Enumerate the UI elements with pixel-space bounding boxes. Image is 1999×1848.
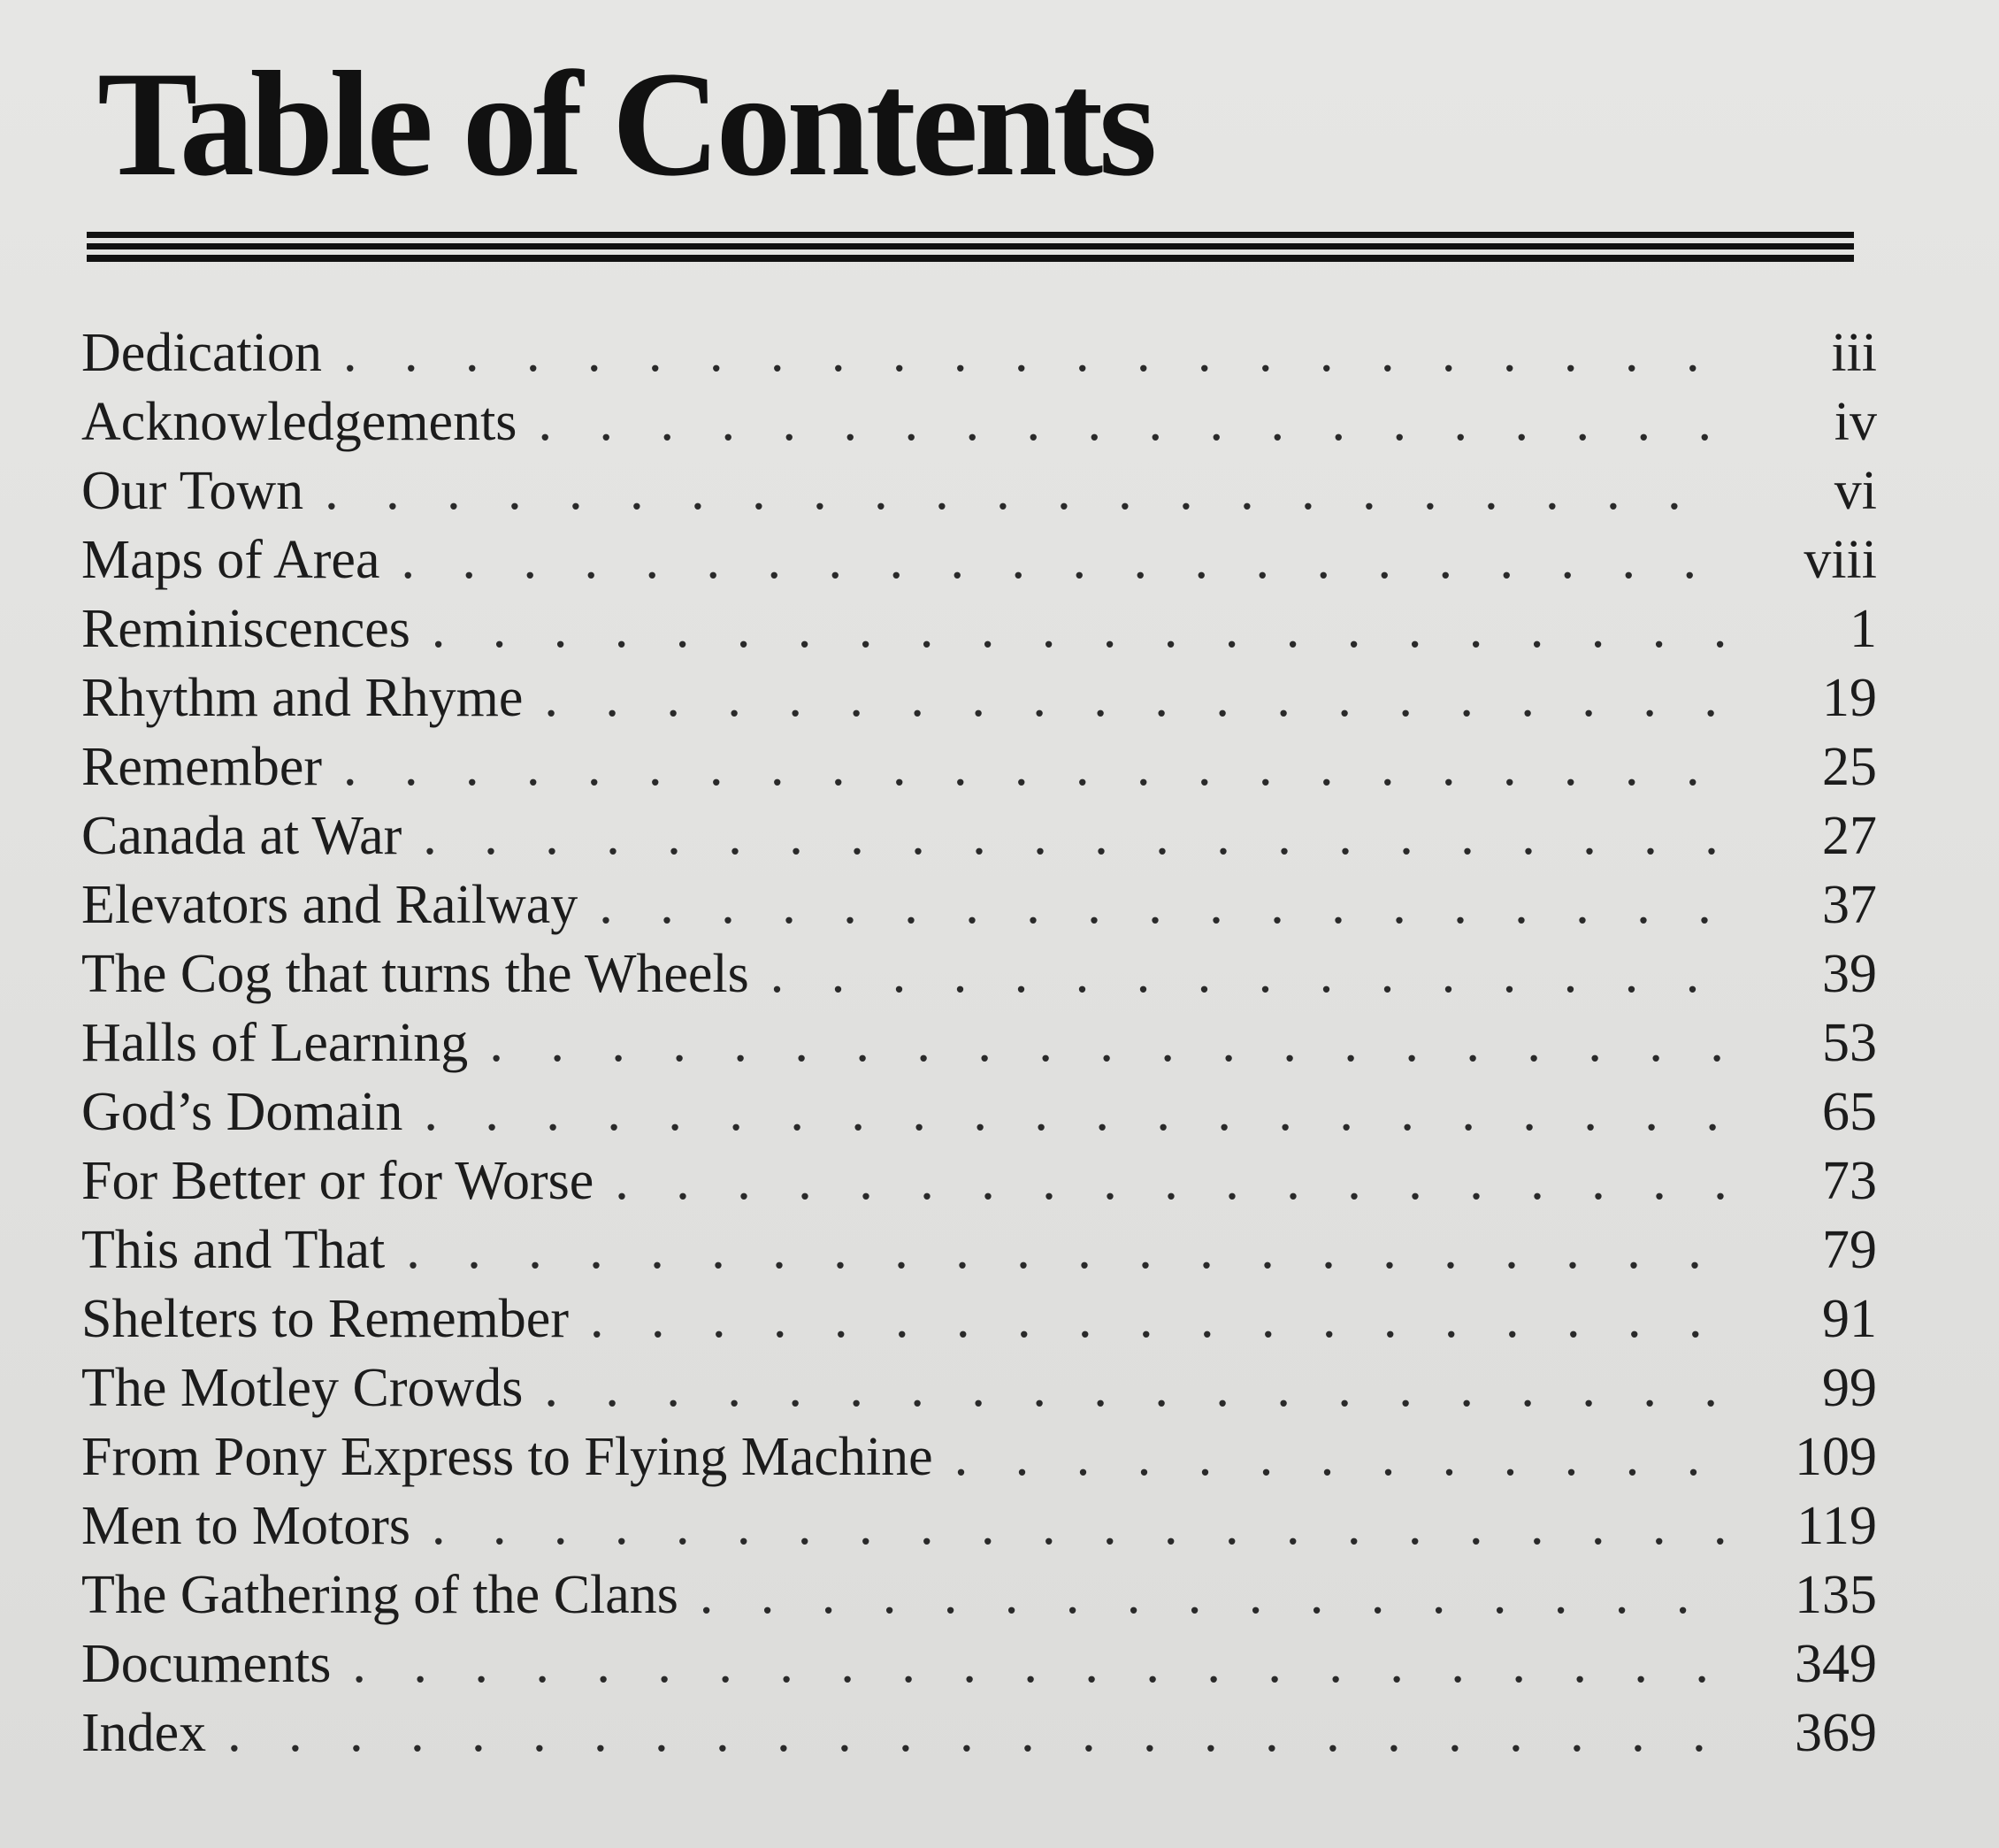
toc-entry-page: 99 [1822,1358,1877,1418]
toc-entry-reminiscences[interactable] [81,594,1877,663]
toc-entry-title: Documents [81,1634,332,1694]
dot-leader [489,1008,1727,1077]
dot-leader [343,318,1727,387]
dot-leader [599,870,1727,939]
toc-entry-title: Maps of Area [81,530,380,590]
toc-entry-title: Halls of Learning [81,1013,469,1073]
toc-entry-page: 135 [1795,1565,1877,1625]
toc-entry-title: Our Town [81,461,304,521]
toc-entry-rhythm-and-rhyme[interactable] [81,663,1877,732]
toc-entry-title: The Motley Crowds [81,1358,524,1418]
toc-entry-page: 27 [1822,806,1877,866]
toc-entry-page: vi [1834,461,1877,521]
dot-leader [423,801,1727,870]
dot-leader [615,1146,1727,1215]
toc-entry-title: God’s Domain [81,1082,403,1142]
toc-entry-canada-at-war[interactable] [81,801,1877,870]
dot-leader [325,456,1727,525]
toc-entry-motley-crowds[interactable] [81,1353,1877,1422]
toc-entry-this-and-that[interactable] [81,1215,1877,1284]
dot-leader [544,1353,1727,1422]
toc-entry-elevators-and-railway[interactable] [81,870,1877,939]
dot-leader [401,525,1727,594]
toc-entry-page: iv [1834,392,1877,452]
toc-entry-dedication[interactable] [81,318,1877,387]
toc-entry-page: viii [1804,530,1877,590]
page-title: Table of Contents [97,41,1153,207]
toc-entry-cog-that-turns-the-wheels[interactable] [81,939,1877,1008]
toc-entry-acknowledgements[interactable] [81,387,1877,456]
toc-entry-our-town[interactable] [81,456,1877,525]
dot-leader [538,387,1727,456]
toc-entry-title: Canada at War [81,806,402,866]
toc-entry-title: Reminiscences [81,599,410,659]
dot-leader [544,663,1727,732]
toc-entry-page: 65 [1822,1082,1877,1142]
toc-entry-title: Acknowledgements [81,392,517,452]
dot-leader [227,1698,1727,1767]
toc-entry-gods-domain[interactable] [81,1077,1877,1146]
toc-entry-for-better-or-for-worse[interactable] [81,1146,1877,1215]
toc-entry-title: Elevators and Railway [81,875,578,935]
toc-entry-page: 79 [1822,1220,1877,1280]
toc-entry-title: Shelters to Remember [81,1289,569,1349]
toc-entry-halls-of-learning[interactable] [81,1008,1877,1077]
toc-entry-index[interactable] [81,1698,1877,1767]
toc-entry-title: Index [81,1703,207,1763]
toc-entry-title: Dedication [81,323,323,383]
toc-entry-page: 73 [1822,1151,1877,1211]
toc-entry-page: 349 [1795,1634,1877,1694]
toc-entry-title: The Gathering of the Clans [81,1565,678,1625]
dot-leader [343,732,1727,801]
toc-entry-gathering-of-the-clans[interactable] [81,1560,1877,1629]
toc-entry-page: 39 [1822,944,1877,1004]
toc-entry-page: iii [1831,323,1877,383]
toc-entry-pony-express-to-flying-machine[interactable] [81,1422,1877,1491]
toc-entry-page: 119 [1796,1496,1877,1556]
toc-entry-title: The Cog that turns the Wheels [81,944,749,1004]
rule-line [87,232,1854,238]
toc-list [81,318,1877,1767]
toc-entry-page: 53 [1822,1013,1877,1073]
toc-entry-title: Remember [81,737,323,797]
title-underline-rules [87,232,1854,264]
dot-leader [432,594,1727,663]
toc-entry-title: This and That [81,1220,386,1280]
toc-entry-page: 19 [1822,668,1877,728]
dot-leader [432,1491,1727,1560]
toc-entry-page: 37 [1822,875,1877,935]
toc-entry-page: 91 [1822,1289,1877,1349]
toc-entry-page: 1 [1850,599,1877,659]
rule-line [87,255,1854,262]
dot-leader [770,939,1727,1008]
toc-entry-title: For Better or for Worse [81,1151,594,1211]
toc-entry-page: 25 [1822,737,1877,797]
dot-leader [590,1284,1727,1353]
dot-leader [406,1215,1727,1284]
dot-leader [700,1560,1727,1629]
toc-entry-men-to-motors[interactable] [81,1491,1877,1560]
toc-entry-remember[interactable] [81,732,1877,801]
dot-leader [954,1422,1727,1491]
toc-entry-documents[interactable] [81,1629,1877,1698]
toc-entry-shelters-to-remember[interactable] [81,1284,1877,1353]
toc-entry-maps-of-area[interactable] [81,525,1877,594]
toc-entry-title: Men to Motors [81,1496,410,1556]
dot-leader [424,1077,1727,1146]
toc-entry-page: 109 [1795,1427,1877,1487]
dot-leader [352,1629,1727,1698]
toc-entry-title: Rhythm and Rhyme [81,668,524,728]
toc-entry-page: 369 [1795,1703,1877,1763]
toc-entry-title: From Pony Express to Flying Machine [81,1427,933,1487]
rule-line [87,243,1854,249]
